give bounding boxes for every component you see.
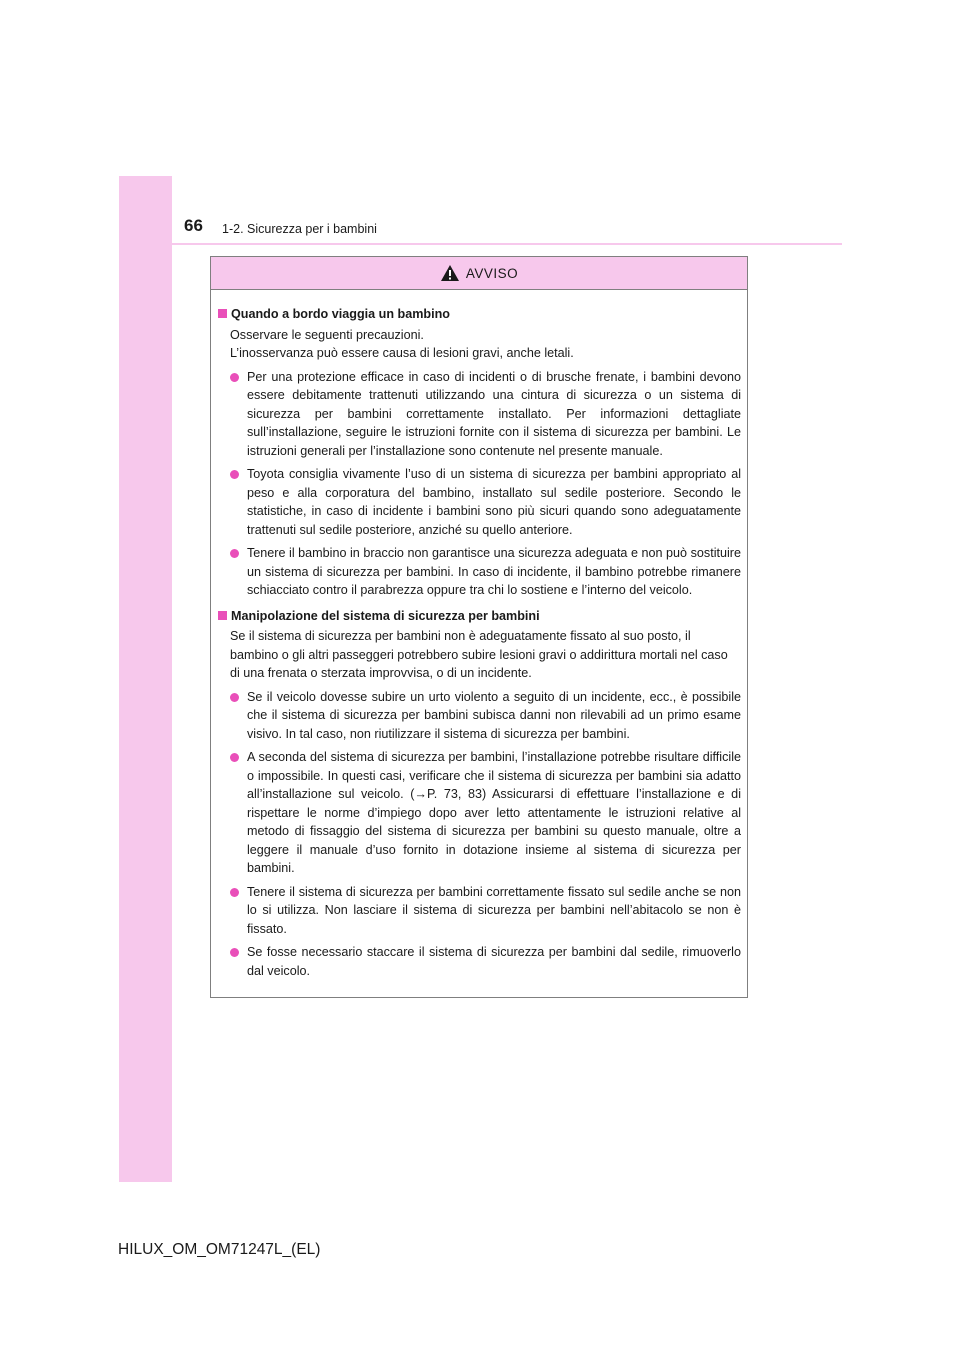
section-intro [218,627,741,683]
list-item-text: Tenere il bambino in braccio non garantisce una sicurezza adeguata e non può sostituire un sistema di sicurezza per bambini. In caso di incidente, il bambino potrebbe rimanere schiacciato contro il parabrezza oppure tra chi lo sostiene e l’interno del veicolo. [247,546,741,597]
list-item-text: Tenere il sistema di sicurezza per bambini correttamente fissato sul sedile anche se non lo si utilizza. Non lasciare il sistema di sicurezza per bambini nell’abitacolo se non è fissato. [247,884,741,936]
side-tab [119,176,172,1182]
list-item-text: Per una protezione efficace in caso di incidenti o di brusche frenate, i bambini devono essere debitamente trattenuti utilizzando una cintura di sicurezza o un sistema di sicurezza per bambini correttamente installato. Per informazioni dettagliate sull’installazione, seguire le istruzioni fornite con il sistema di sicurezza per bambini. Le istruzioni generali per l’installazione sono contenute nel presente manuale. [247,369,741,458]
pink-dot-icon [230,693,239,702]
section-heading [218,305,741,324]
list-item [218,688,741,744]
warning-triangle-icon [440,264,460,282]
warning-box [210,256,748,998]
warning-body [211,290,747,980]
list-item [218,883,741,939]
list-item [218,748,741,878]
list-item [218,943,741,980]
section-heading [218,607,741,626]
pink-dot-icon [230,948,239,957]
section-intro [218,326,741,363]
intro-line: Osservare le seguenti precauzioni. [230,327,424,342]
intro-line: Se il sistema di sicurezza per bambini non è adeguatamente fissato al suo posto, il bambino o gli altri passeggeri potrebbero subire lesioni gravi o addirittura mortali nel caso di una frenata o sterzata improvvisa, o di un incidente. [230,629,728,680]
section-heading-text: Quando a bordo viaggia un bambino [231,307,450,321]
list-item [218,544,741,600]
pink-dot-icon [230,470,239,479]
pink-dot-icon [230,753,239,762]
page-number: 66 [184,216,203,235]
list-item-text: A seconda del sistema di sicurezza per bambini, l’installazione potrebbe risultare difficile o impossibile. In questi casi, verificare che il sistema di sicurezza per bambini sia adatto all’installazione sul veicolo. (→P. 73, 83) Assicurarsi di effettuare l’installazione e di rispettare le norme d’impiego dopo aver letto attentamente le istruzioni relative al metodo di fissaggio del sistema di sicurezza per bambini su questo manuale, oltre a leggere il manuale d’uso fornito in dotazione insieme al sistema di sicurezza per bambini. [247,750,741,875]
list-item [218,368,741,461]
list-item [218,465,741,539]
warning-title: AVVISO [465,265,519,281]
pink-square-icon [218,611,227,620]
section-heading-text: Manipolazione del sistema di sicurezza per bambini [231,608,540,623]
list-item-text: Toyota consiglia vivamente l’uso di un sistema di sicurezza per bambini appropriato al peso e alla corporatura del bambino, installato sul sedile posteriore. Secondo le statistiche, in caso di incidente i bambini sono più sicuri quando sono adeguatamente trattenuti sul sedile posteriore, anziché su quello anteriore. [247,467,741,537]
pink-dot-icon [230,373,239,382]
list-item-text: Se il veicolo dovesse subire un urto violento a seguito di un incidente, ecc., è possibile che il sistema di sicurezza per bambini subisca danni non rilevabili ad un primo esame visivo. In tal caso, non riutilizzare il sistema di sicurezza per bambini. [247,689,741,741]
pink-square-icon [218,309,227,318]
warning-header [211,257,747,290]
header-divider [172,243,842,245]
list-item-text: Se fosse necessario staccare il sistema di sicurezza per bambini dal sedile, rimuoverlo dal veicolo. [247,945,741,978]
document-code: HILUX_OM_OM71247L_(EL) [118,1241,321,1258]
pink-dot-icon [230,549,239,558]
intro-line: L’inosservanza può essere causa di lesioni gravi, anche letali. [230,346,574,360]
pink-dot-icon [230,888,239,897]
section-title: 1-2. Sicurezza per i bambini [222,222,377,236]
